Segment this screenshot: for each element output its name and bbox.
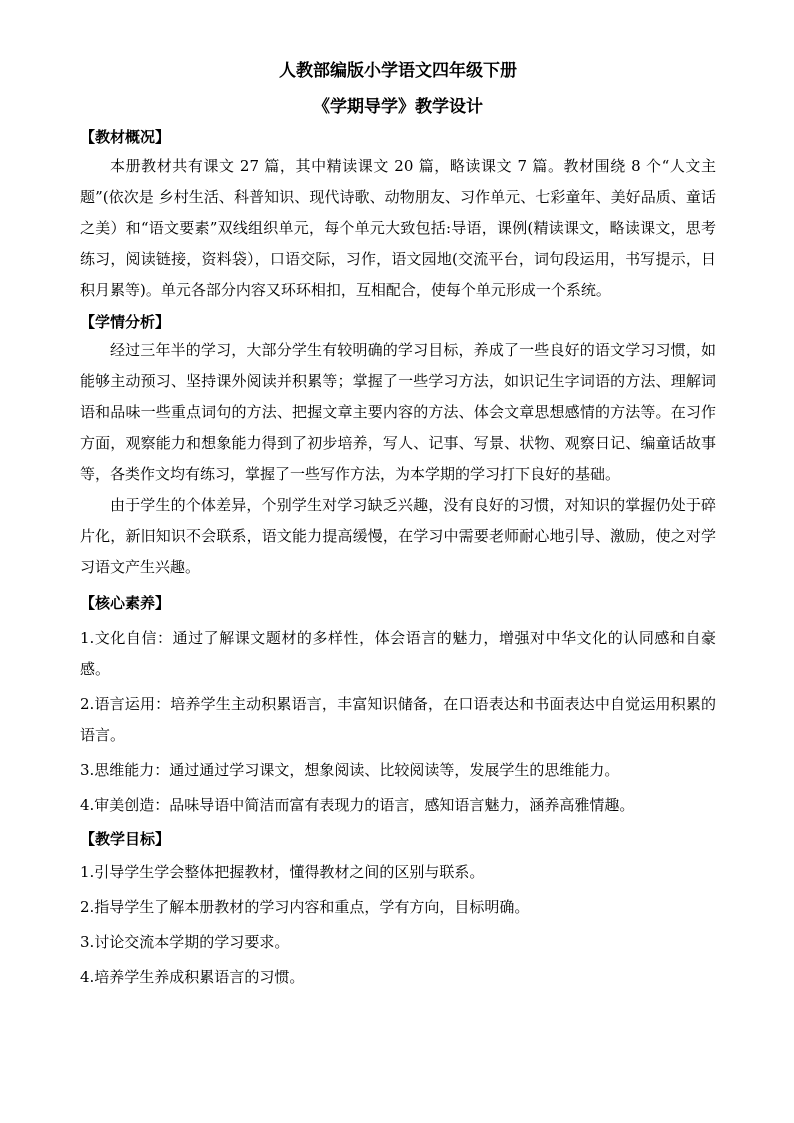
literacy-item: 2.语言运用：培养学生主动积累语言，丰富知识储备，在口语表达和书面表达中自觉运用积累的语言。: [80, 695, 716, 744]
analysis-paragraph: 经过三年半的学习，大部分学生有较明确的学习目标，养成了一些良好的语文学习习惯，如能够主动预习、坚持课外阅读并积累等；掌握了一些学习方法，如识记生字词语的方法、理解词语和品味一些重点词句的方法、把握文章主要内容的方法、体会文章思想感情的方法等。在习作方面，观察能力和想象能力得到了初步培养，写人、记事、写景、状物、观察日记、编童话故事等，各类作文均有练习，掌握了一些写作方法，为本学期的学习打下良好的基础。: [80, 341, 716, 483]
goal-item: 1.引导学生学会整体把握教材，懂得教材之间的区别与联系。: [80, 863, 485, 881]
document-subtitle: 《学期导学》教学设计: [313, 97, 483, 117]
goals-list: [80, 857, 716, 993]
goal-item: 2.指导学生了解本册教材的学习内容和重点，学有方向，目标明确。: [80, 898, 530, 916]
literacy-item: 4.审美创造：品味导语中简洁而富有表现力的语言，感知语言魅力，涵养高雅情趣。: [80, 796, 635, 814]
overview-paragraph: 本册教材共有课文 27 篇，其中精读课文 20 篇，略读课文 7 篇。教材围绕 8 个“人文主题”(依次是 乡村生活、科普知识、现代诗歌、动物朋友、习作单元、七彩童年、美好品质、童话之美）和“语文要素”双线组织单元，每个单元大致包括:导语，课例(精读课文，略读课文，思考练习，阅读链接，资料袋），口语交际，习作，语文园地(交流平台，词句段运用，书写提示，日积月累等)。单元各部分内容又环环相扣，互相配合，使每个单元形成一个系统。: [80, 157, 716, 299]
goal-item: 3.讨论交流本学期的学习要求。: [80, 933, 290, 951]
analysis-paragraph: 由于学生的个体差异，个别学生对学习缺乏兴趣，没有良好的习惯，对知识的掌握仍处于碎片化，新旧知识不会联系，语文能力提高缓慢，在学习中需要老师耐心地引导、激励，使之对学习语文产生兴趣。: [80, 496, 716, 576]
section-heading-literacy: 【核心素养】: [80, 594, 171, 612]
section-heading-overview: 【教材概况】: [80, 128, 171, 146]
literacy-item: 3.思维能力：通过通过学习课文，想象阅读、比较阅读等，发展学生的思维能力。: [80, 761, 620, 779]
literacy-item: 1.文化自信：通过了解课文题材的多样性，体会语言的魅力，增强对中华文化的认同感和自豪感。: [80, 629, 716, 678]
document-title: 人教部编版小学语文四年级下册: [279, 61, 517, 81]
literacy-list: [80, 623, 716, 821]
section-heading-analysis: 【学情分析】: [80, 313, 171, 331]
section-heading-goals: 【教学目标】: [80, 830, 171, 848]
goal-item: 4.培养学生养成积累语言的习惯。: [80, 968, 305, 986]
document-page: [80, 58, 716, 993]
